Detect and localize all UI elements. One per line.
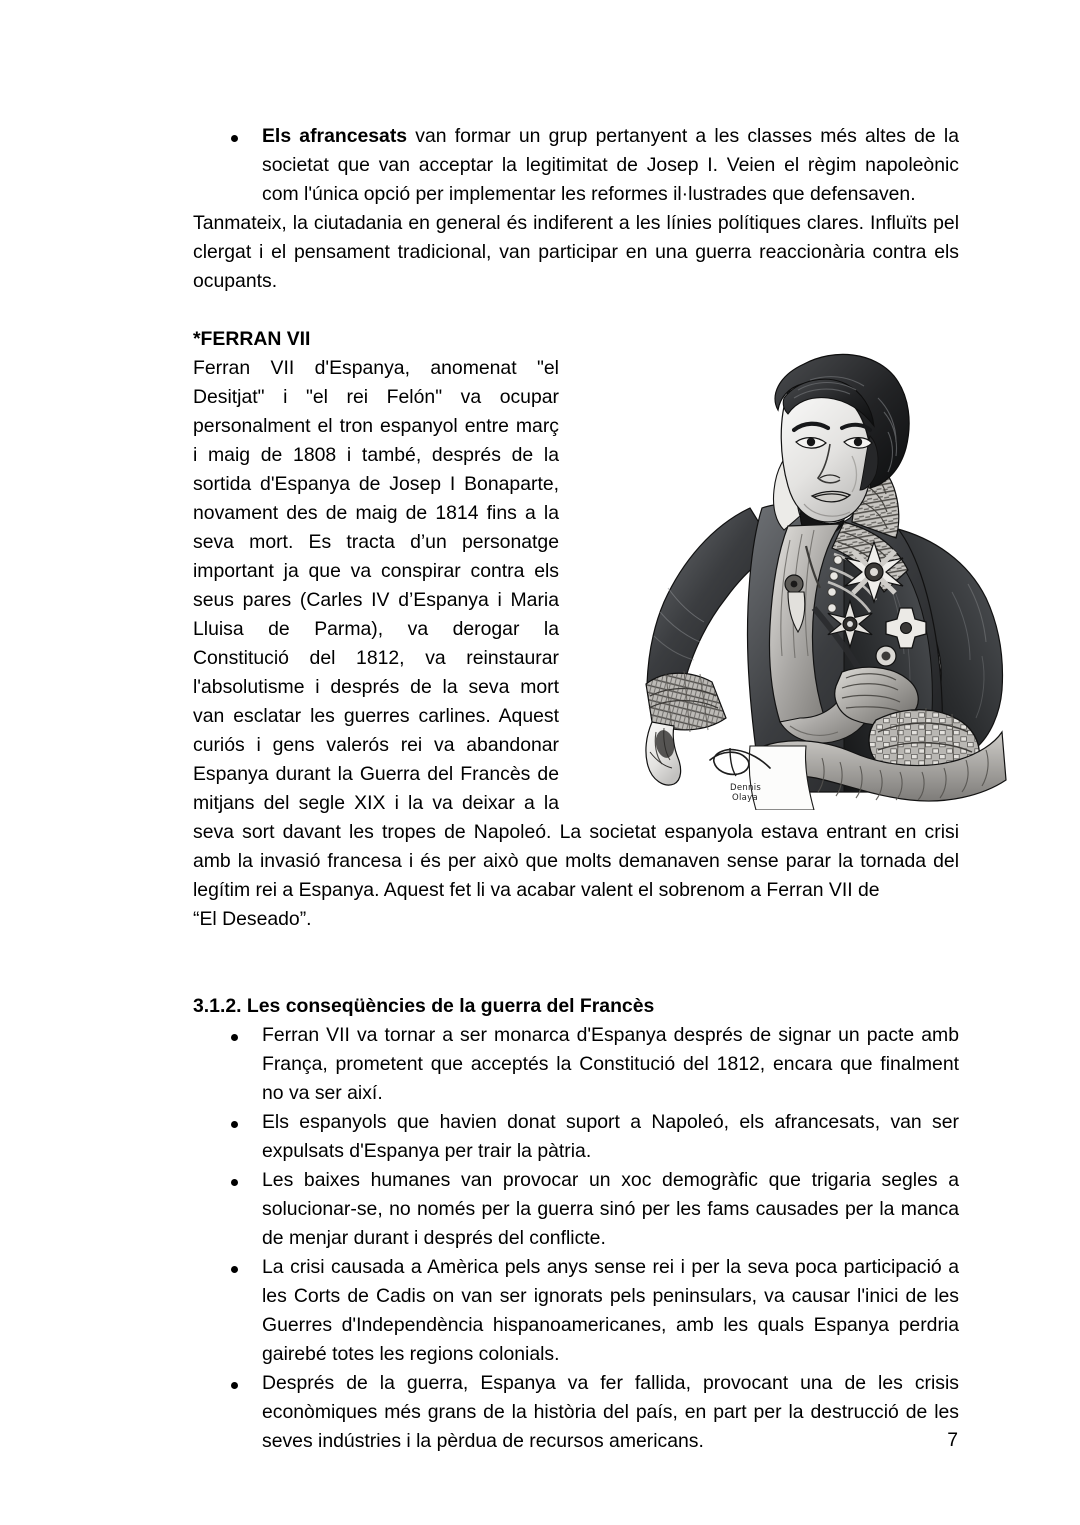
svg-text:Olaya: Olaya — [732, 793, 758, 803]
svg-text:Dennis: Dennis — [730, 783, 762, 793]
list-item-text: La crisi causada a Amèrica pels anys sense rei i per la seva poca participació a les Corts de Cadis on van ser ignorats pels peninsulars, va causar l'inici de les Guerres d'Independència hispanoamericanes, amb les quals Espanya perdria gairebé totes les regions colonials. — [262, 1256, 959, 1365]
list-item — [193, 1108, 959, 1166]
ferran-vii-body-tail: “El Deseado”. — [193, 908, 312, 930]
afrancesats-bullet-list — [193, 122, 959, 209]
intro-paragraph: Tanmateix, la ciutadania en general és indiferent a les línies polítiques clares. Influïts pel clergat i el pensament tradicional, van participar en una guerra reaccionària contra els ocupants. — [193, 212, 959, 292]
consequences-bullet-list — [193, 1021, 959, 1456]
list-item-text: Els espanyols que havien donat suport a Napoleó, els afrancesats, van ser expulsats d'Espanya per trair la pàtria. — [262, 1111, 959, 1162]
consequences-heading: 3.1.2. Les conseqüències de la guerra del Francès — [193, 995, 655, 1017]
list-item — [193, 1369, 959, 1456]
list-item — [193, 1021, 959, 1108]
list-item-text: Les baixes humanes van provocar un xoc demogràfic que trigaria segles a solucionar-se, no només per la guerra sinó per les fams causades per la manca de menjar durant i després del conflicte. — [262, 1169, 959, 1249]
spacer — [193, 296, 959, 325]
ferran-vii-body-text: Ferran VII d'Espanya, anomenat "el Desitjat" i "el rei Felón" va ocupar personalment el tron espanyol entre març i maig de 1808 i també, després de la sortida d'Espanya de Josep I Bonaparte, novament des de maig de 1814 fins a la seva mort. Es tracta d’un personatge important ja que va conspirar contra els seus pares (Carles IV d’Espanya i Maria Lluisa de Parma), va derogar la Constitució del 1812, va reinstaurar l'absolutisme i després de la seva mort van esclatar les guerres carlines. Aquest curiós i gens valerós rei va abandonar Espanya durant la Guerra del Francès de mitjans del segle XIX i la va deixar a la seva sort davant les tropes de Napoleó. La societat espanyola estava entrant en crisi amb la invasió francesa i és per això que molts demanaven sense parar la tornada del legítim rei a Espanya. Aquest fet li va acabar valent el sobrenom a Ferran VII de — [193, 357, 959, 901]
page-number: 7 — [947, 1429, 958, 1451]
spacer — [193, 934, 959, 992]
list-item-text: Ferran VII va tornar a ser monarca d'Espanya després de signar un pacte amb França, prometent que acceptés la Constitució del 1812, encara que finalment no va ser així. — [262, 1024, 959, 1104]
list-item-text: Després de la guerra, Espanya va fer fallida, provocant una de les crisis econòmiques més grans de la història del país, en part per la destrucció de les seves indústries i la pèrdua de recursos americans. — [262, 1372, 959, 1452]
list-item-text: van formar un grup pertanyent a les classes més altes de la societat que van acceptar la legitimitat de Josep I. Veien el règim napoleònic com l'única opció per implementar les reformes il·lustrades que defensaven. — [262, 125, 959, 205]
ferran-vii-portrait-image — [638, 340, 1013, 810]
list-item — [193, 1166, 959, 1253]
list-item — [193, 1253, 959, 1369]
list-item — [193, 122, 959, 209]
ferran-vii-heading: *FERRAN VII — [193, 328, 311, 350]
list-item-lead: Els afrancesats — [262, 125, 408, 147]
